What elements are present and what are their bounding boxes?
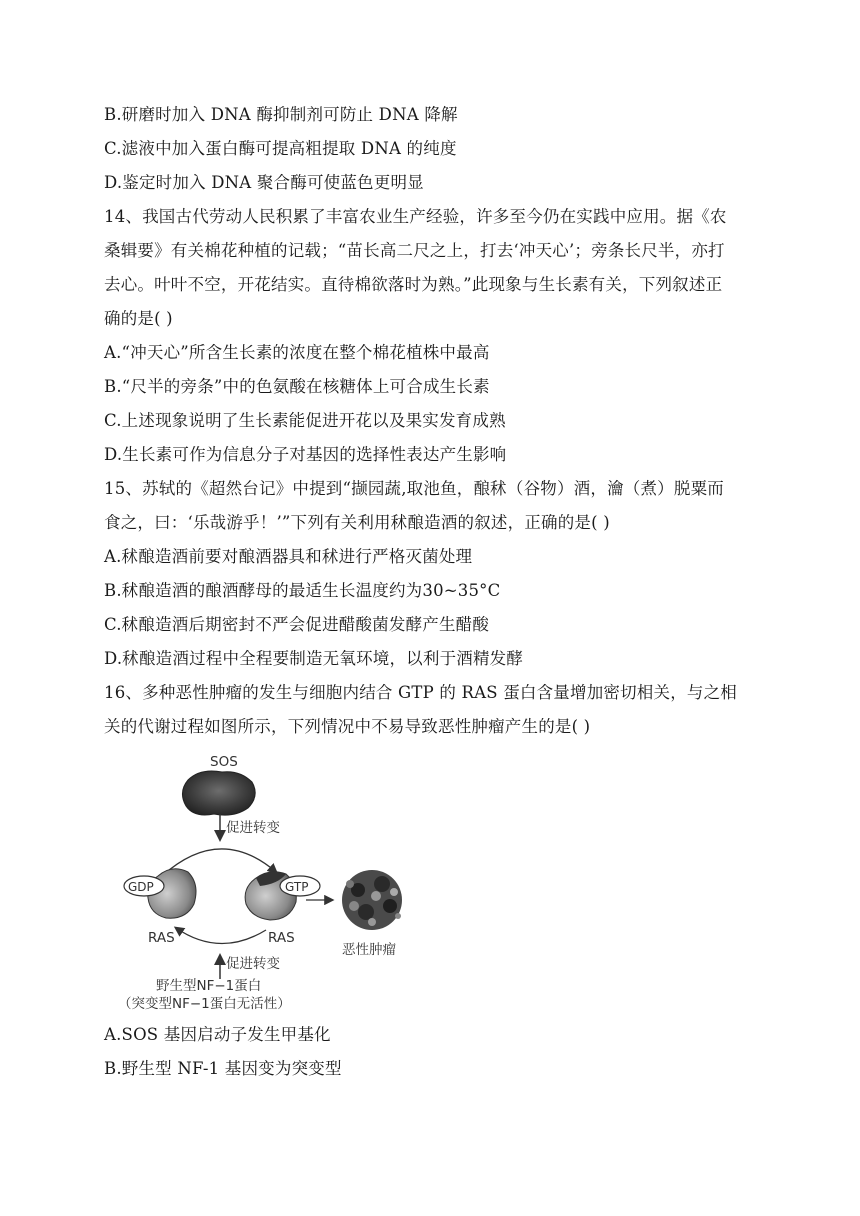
sos-label: SOS [210, 754, 238, 770]
cycle-arrow-bottom [176, 928, 266, 944]
option-14b: B.“尺半的旁条”中的色氨酸在核糖体上可合成生长素 [104, 377, 490, 396]
option-13b: B.研磨时加入 DNA 酶抑制剂可防止 DNA 降解 [104, 105, 458, 124]
question-16-line-2: 关的代谢过程如图所示，下列情况中不易导致恶性肿瘤产生的是( ) [104, 717, 591, 736]
promote-label-bottom: 促进转变 [226, 956, 280, 972]
option-16a: A.SOS 基因启动子发生甲基化 [104, 1025, 331, 1044]
option-14a: A.“冲天心”所含生长素的浓度在整个棉花植株中最高 [104, 343, 490, 362]
gtp-label: GTP [285, 880, 309, 894]
option-13d: D.鉴定时加入 DNA 聚合酶可使蓝色更明显 [104, 173, 424, 192]
question-14-line-1: 14、我国古代劳动人民积累了丰富农业生产经验，许多至今仍在实践中应用。据《农 [104, 207, 727, 226]
option-15b: B.秫酿造酒的酿酒酵母的最适生长温度约为30~35°C [104, 581, 501, 600]
nf1-wild-label: 野生型NF−1蛋白 [156, 978, 262, 994]
gdp-label: GDP [128, 880, 154, 894]
ras-left-label: RAS [148, 930, 175, 946]
tumor-label: 恶性肿瘤 [342, 942, 396, 958]
promote-label-top: 促进转变 [226, 820, 280, 836]
option-16b: B.野生型 NF-1 基因变为突变型 [104, 1059, 342, 1078]
sos-protein-shape [182, 771, 255, 815]
question-15-line-2: 食之，曰：‘乐哉游乎！’”下列有关利用秫酿造酒的叙述，正确的是( ) [104, 513, 610, 532]
question-16-line-1: 16、多种恶性肿瘤的发生与细胞内结合 GTP 的 RAS 蛋白含量增加密切相关，与之相 [104, 683, 738, 702]
option-14c: C.上述现象说明了生长素能促进开花以及果实发育成熟 [104, 411, 506, 430]
option-13c: C.滤液中加入蛋白酶可提高粗提取 DNA 的纯度 [104, 139, 457, 158]
option-15c: C.秫酿造酒后期密封不严会促进醋酸菌发酵产生醋酸 [104, 615, 490, 634]
ras-pathway-figure [110, 744, 440, 1014]
nf1-mutant-label: （突变型NF−1蛋白无活性） [118, 996, 291, 1012]
option-14d: D.生长素可作为信息分子对基因的选择性表达产生影响 [104, 445, 507, 464]
option-15a: A.秫酿造酒前要对酿酒器具和秫进行严格灭菌处理 [104, 547, 473, 566]
question-14-line-2: 桑辑要》有关棉花种植的记载；“苗长高二尺之上，打去‘冲天心’；旁条长尺半，亦打 [104, 241, 725, 260]
tumor-cluster [342, 870, 402, 930]
question-14-line-4: 确的是( ) [104, 309, 173, 328]
option-15d: D.秫酿造酒过程中全程要制造无氧环境，以利于酒精发酵 [104, 649, 524, 668]
question-15-line-1: 15、苏轼的《超然台记》中提到“撷园蔬,取池鱼，酿秫（谷物）酒，瀹（煮）脱粟而 [104, 479, 724, 498]
ras-right-label: RAS [268, 930, 295, 946]
question-14-line-3: 去心。叶叶不空，开花结实。直待棉欲落时为熟。”此现象与生长素有关，下列叙述正 [104, 275, 723, 294]
